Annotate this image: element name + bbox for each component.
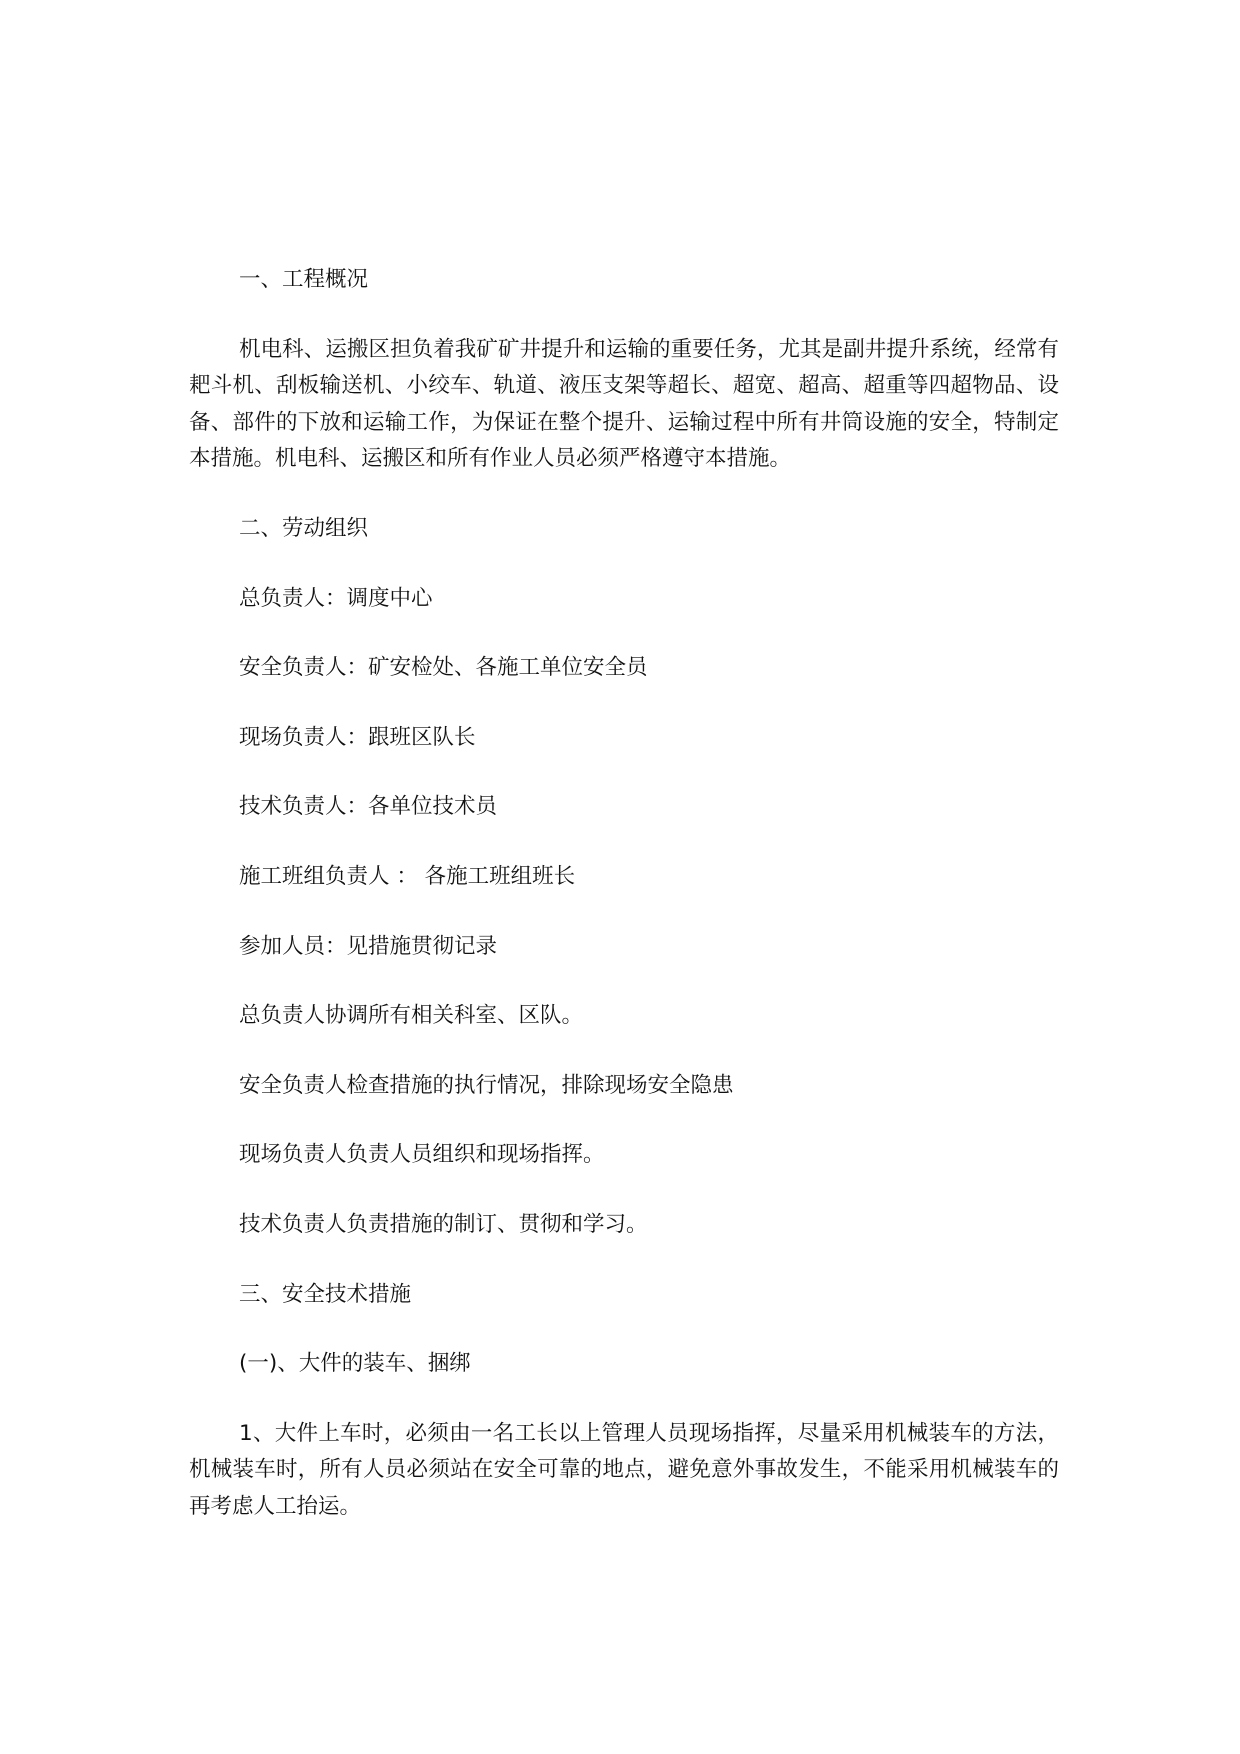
document-body: [189, 262, 1059, 1558]
subsection-heading-loading: (一)、大件的装车、捆绑: [239, 1351, 471, 1377]
role-tech-lead: 技术负责人：各单位技术员: [239, 794, 498, 820]
section-heading-overview: 一、工程概况: [239, 267, 369, 292]
paragraph-loading-1: 1、大件上车时，必须由一名工长以上管理人员现场指挥，尽量采用机械装车的方法，机械装车时，所有人员必须站在安全可靠的地点，避免意外事故发生，不能采用机械装车的再考虑人工抬运。: [189, 1420, 1059, 1519]
duty-tech-lead: 技术负责人负责措施的制订、贯彻和学习。: [239, 1211, 648, 1237]
role-general-lead: 总负责人：调度中心: [239, 585, 433, 611]
role-team-lead: 施工班组负责人 ： 各施工班组班长: [239, 863, 576, 889]
role-site-lead: 现场负责人：跟班区队长: [239, 724, 476, 750]
duty-site-lead: 现场负责人负责人员组织和现场指挥。: [239, 1142, 605, 1168]
section-heading-safety: 三、安全技术措施: [239, 1281, 412, 1307]
section-heading-labor: 二、劳动组织: [239, 515, 369, 541]
paragraph-overview: 机电科、运搬区担负着我矿矿井提升和运输的重要任务，尤其是副井提升系统，经常有耙斗机、刮板输送机、小绞车、轨道、液压支架等超长、超宽、超高、超重等四超物品、设备、部件的下放和运输工作，为保证在整个提升、运输过程中所有井筒设施的安全，特制定本措施。机电科、运搬区和所有作业人员必须严格遵守本措施。: [189, 336, 1059, 472]
duty-safety-lead: 安全负责人检查措施的执行情况，排除现场安全隐患: [239, 1072, 734, 1098]
duty-general-lead: 总负责人协调所有相关科室、区队。: [239, 1003, 584, 1029]
role-participants: 参加人员：见措施贯彻记录: [239, 933, 498, 959]
role-safety-lead: 安全负责人：矿安检处、各施工单位安全员: [239, 655, 648, 681]
